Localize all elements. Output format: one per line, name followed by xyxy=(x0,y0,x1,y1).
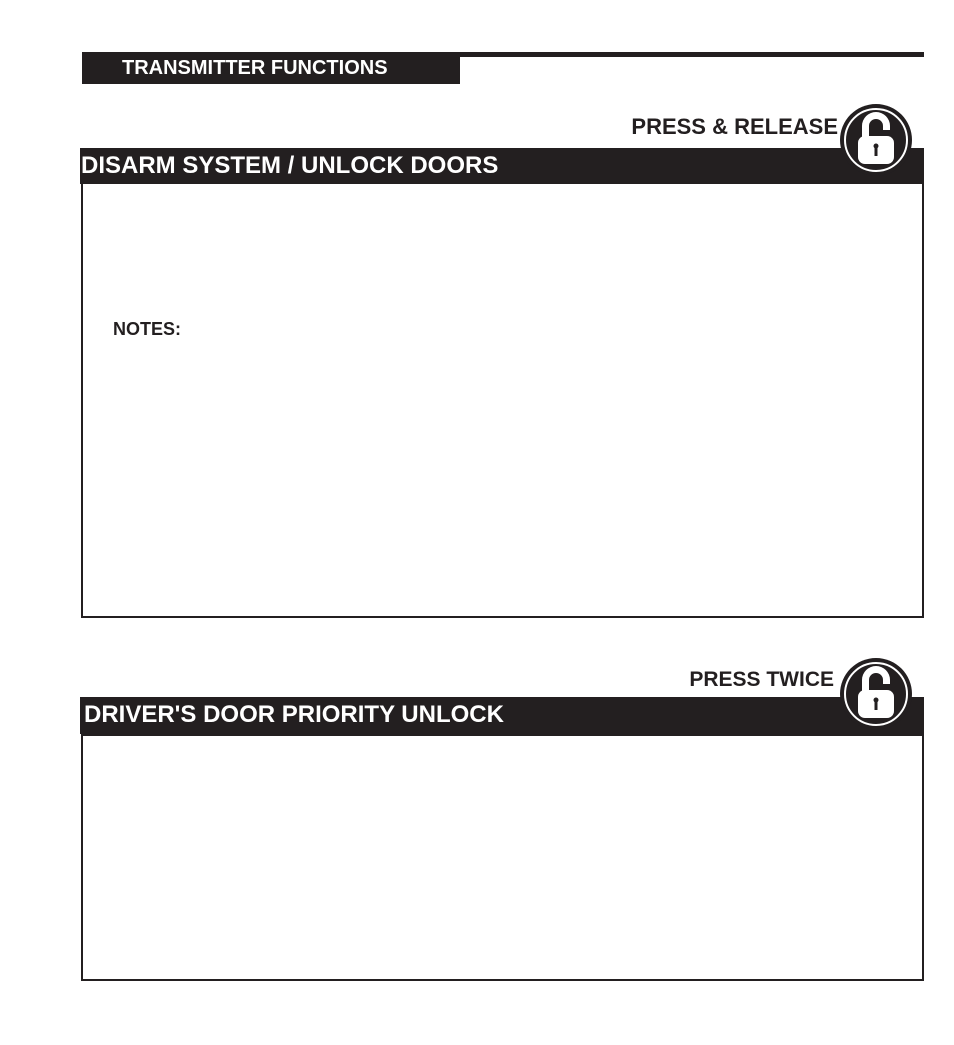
section-2-title: DRIVER'S DOOR PRIORITY UNLOCK xyxy=(84,701,504,728)
section-2-title-bar xyxy=(80,697,924,734)
section-1-action-label: PRESS & RELEASE xyxy=(631,114,838,139)
section-1-title-bar xyxy=(80,148,924,184)
section-1-title: DISARM SYSTEM / UNLOCK DOORS xyxy=(81,152,499,179)
page-header-tab xyxy=(82,52,460,84)
unlock-icon xyxy=(838,656,914,732)
notes-label: NOTES: xyxy=(113,319,182,339)
header-rule xyxy=(460,52,924,57)
section-1-content-box xyxy=(81,184,924,618)
unlock-icon xyxy=(838,102,914,178)
section-2-action-label: PRESS TWICE xyxy=(689,668,834,691)
page-header-title: TRANSMITTER FUNCTIONS xyxy=(122,57,388,79)
section-2-content-box xyxy=(81,734,924,981)
